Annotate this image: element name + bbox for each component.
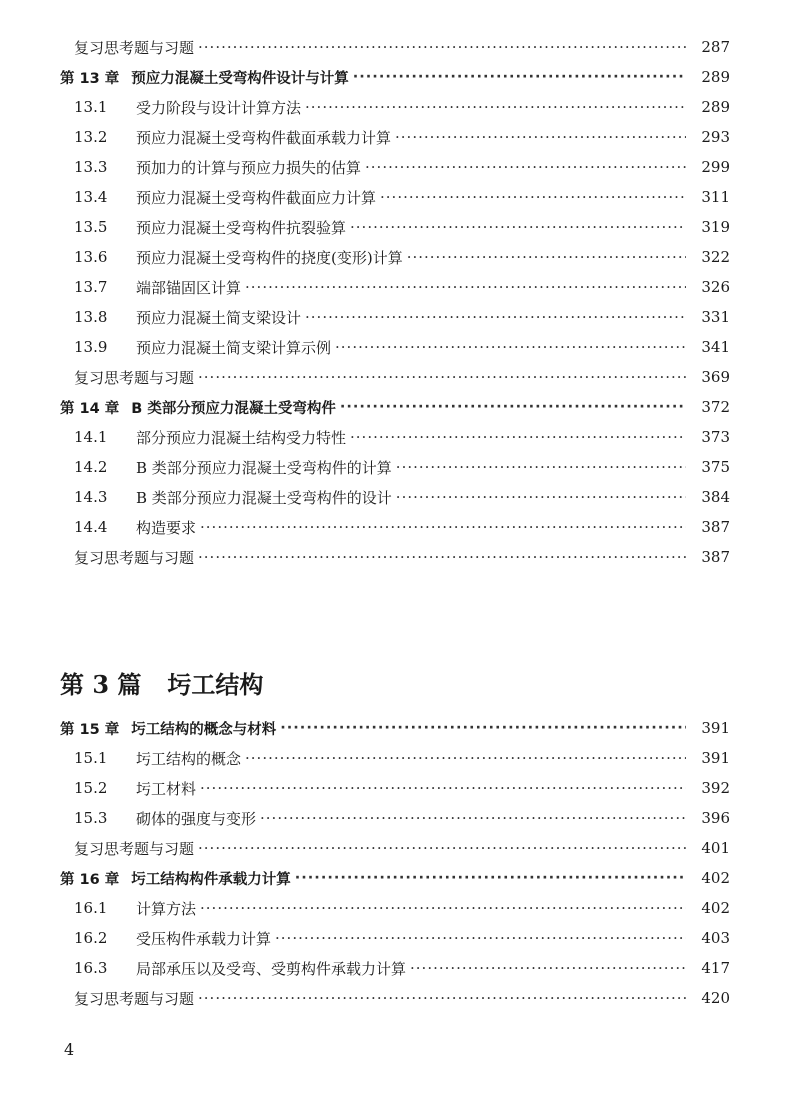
toc-entry-title: 预应力混凝土受弯构件截面应力计算 — [136, 188, 377, 207]
dot-leader — [396, 488, 686, 506]
dot-leader — [365, 158, 686, 176]
toc-entry-number: 16.1 — [74, 899, 108, 917]
toc-entry-number: 14.3 — [74, 488, 108, 506]
toc-entry-title: 预应力混凝土受弯构件截面承载力计算 — [136, 128, 392, 147]
dot-leader — [198, 368, 686, 386]
toc-entry-page: 372 — [701, 398, 730, 416]
dot-leader — [200, 779, 686, 797]
toc-entry-page: 401 — [701, 839, 730, 857]
part-number: 第 3 篇 — [60, 670, 142, 699]
toc-section-row[interactable] — [0, 773, 790, 803]
dot-leader — [245, 278, 686, 296]
toc-entry-number: 13.2 — [74, 128, 108, 146]
toc-entry-number: 13.5 — [74, 218, 108, 236]
toc-entry-number: 15.2 — [74, 779, 108, 797]
toc-entry-number: 13.1 — [74, 98, 108, 116]
toc-chapter-row[interactable] — [0, 713, 790, 743]
toc-entry-page: 387 — [701, 548, 730, 566]
toc-entry-number: 13.7 — [74, 278, 108, 296]
toc-entry-number: 13.4 — [74, 188, 108, 206]
toc-entry-page: 287 — [701, 38, 730, 56]
toc-entry-page: 391 — [701, 749, 730, 767]
toc-section-row[interactable] — [0, 923, 790, 953]
toc-entry-page: 396 — [701, 809, 730, 827]
dot-leader — [280, 720, 686, 736]
dot-leader — [305, 308, 686, 326]
dot-leader — [200, 899, 686, 917]
toc-entry-title: 圬工材料 — [136, 779, 197, 798]
toc-entry-title: 圬工结构构件承载力计算 — [131, 871, 291, 888]
toc-entry-page: 289 — [701, 98, 730, 116]
toc-entry-number: 第 13 章 — [60, 70, 120, 87]
toc-entry-number: 第 16 章 — [60, 871, 120, 888]
toc-section-row[interactable] — [0, 122, 790, 152]
toc-entry-number: 第 14 章 — [60, 400, 120, 417]
toc-entry-title: 局部承压以及受弯、受剪构件承载力计算 — [136, 959, 407, 978]
toc-section-row[interactable] — [0, 182, 790, 212]
toc-review-row[interactable] — [0, 833, 790, 863]
toc-entry-title: 圬工结构的概念与材料 — [131, 721, 277, 738]
toc-entry-page: 375 — [701, 458, 730, 476]
toc-entry-page: 341 — [701, 338, 730, 356]
toc-entry-title: 复习思考题与习题 — [74, 38, 195, 57]
toc-entry-title: B 类部分预应力混凝土受弯构件的计算 — [136, 458, 392, 477]
toc-entry-page: 331 — [701, 308, 730, 326]
toc-entry-page: 392 — [701, 779, 730, 797]
toc-section-row[interactable] — [0, 272, 790, 302]
toc-entry-page: 293 — [701, 128, 730, 146]
toc-entry-page: 387 — [701, 518, 730, 536]
toc-section-row[interactable] — [0, 893, 790, 923]
dot-leader — [395, 128, 686, 146]
toc-entry-number: 13.3 — [74, 158, 108, 176]
toc-entry-page: 391 — [701, 719, 730, 737]
toc-entry-page: 403 — [701, 929, 730, 947]
toc-section-row[interactable] — [0, 212, 790, 242]
toc-entry-page: 420 — [701, 989, 730, 1007]
toc-entry-number: 第 15 章 — [60, 721, 120, 738]
toc-entry-page: 369 — [701, 368, 730, 386]
toc-section-row[interactable] — [0, 332, 790, 362]
toc-entry-title: 复习思考题与习题 — [74, 548, 195, 567]
toc-section-row[interactable] — [0, 512, 790, 542]
toc-entry-title: 复习思考题与习题 — [74, 989, 195, 1008]
toc-section-row[interactable] — [0, 422, 790, 452]
toc-entry-title: 预应力混凝土受弯构件设计与计算 — [131, 70, 349, 87]
toc-chapter-row[interactable] — [0, 62, 790, 92]
dot-leader — [396, 458, 686, 476]
toc-entry-title: 预应力混凝土受弯构件抗裂验算 — [136, 218, 347, 237]
toc-section-row[interactable] — [0, 953, 790, 983]
toc-section-row[interactable] — [0, 452, 790, 482]
toc-review-row[interactable] — [0, 32, 790, 62]
dot-leader — [198, 38, 686, 56]
toc-entry-page: 299 — [701, 158, 730, 176]
toc-entry-title: 计算方法 — [136, 899, 197, 918]
toc-entry-number: 13.6 — [74, 248, 108, 266]
toc-entry-page: 326 — [701, 278, 730, 296]
toc-section-row[interactable] — [0, 482, 790, 512]
toc-entry-page: 417 — [701, 959, 730, 977]
toc-entry-number: 14.1 — [74, 428, 108, 446]
dot-leader — [200, 518, 686, 536]
toc-entry-title: 构造要求 — [136, 518, 197, 537]
dot-leader — [335, 338, 686, 356]
dot-leader — [350, 428, 686, 446]
toc-section-row[interactable] — [0, 743, 790, 773]
dot-leader — [198, 548, 686, 566]
toc-entry-title: 复习思考题与习题 — [74, 368, 195, 387]
toc-section-row[interactable] — [0, 242, 790, 272]
toc-entry-page: 322 — [701, 248, 730, 266]
toc-entry-number: 14.4 — [74, 518, 108, 536]
toc-entry-number: 15.3 — [74, 809, 108, 827]
toc-entry-number: 16.2 — [74, 929, 108, 947]
dot-leader — [305, 98, 686, 116]
toc-entry-title: 受力阶段与设计计算方法 — [136, 98, 302, 117]
page-number: 4 — [64, 1040, 75, 1059]
dot-leader — [260, 809, 686, 827]
toc-entry-page: 373 — [701, 428, 730, 446]
toc-entry-title: B 类部分预应力混凝土受弯构件的设计 — [136, 488, 392, 507]
toc-review-row[interactable] — [0, 362, 790, 392]
toc-review-row[interactable] — [0, 983, 790, 1013]
toc-entry-number: 16.3 — [74, 959, 108, 977]
toc-entry-page: 402 — [701, 899, 730, 917]
toc-chapter-row[interactable] — [0, 863, 790, 893]
toc-entry-title: 端部锚固区计算 — [136, 278, 242, 297]
dot-leader — [295, 870, 686, 886]
toc-entry-title: 砌体的强度与变形 — [136, 809, 257, 828]
dot-leader — [407, 248, 686, 266]
dot-leader — [350, 218, 686, 236]
toc-entry-title: 部分预应力混凝土结构受力特性 — [136, 428, 347, 447]
toc-entry-title: 预应力混凝土受弯构件的挠度(变形)计算 — [136, 248, 403, 267]
toc-entry-title: 复习思考题与习题 — [74, 839, 195, 858]
toc-entry-number: 15.1 — [74, 749, 108, 767]
toc-section-row[interactable] — [0, 803, 790, 833]
toc-review-row[interactable] — [0, 542, 790, 572]
toc-section-row[interactable] — [0, 152, 790, 182]
toc-entry-title: 预应力混凝土简支梁设计 — [136, 308, 302, 327]
dot-leader — [380, 188, 686, 206]
dot-leader — [275, 929, 686, 947]
toc-entry-number: 13.9 — [74, 338, 108, 356]
toc-entry-number: 13.8 — [74, 308, 108, 326]
toc-section-row[interactable] — [0, 92, 790, 122]
toc-chapter-row[interactable] — [0, 392, 790, 422]
toc-entry-title: 圬工结构的概念 — [136, 749, 242, 768]
toc-entry-page: 384 — [701, 488, 730, 506]
toc-entry-title: 预应力混凝土简支梁计算示例 — [136, 338, 332, 357]
dot-leader — [410, 959, 686, 977]
dot-leader — [198, 989, 686, 1007]
part-heading — [60, 665, 263, 700]
toc-entry-title: B 类部分预应力混凝土受弯构件 — [131, 400, 336, 417]
dot-leader — [198, 839, 686, 857]
toc-entry-number: 14.2 — [74, 458, 108, 476]
toc-entry-page: 319 — [701, 218, 730, 236]
toc-entry-page: 289 — [701, 68, 730, 86]
toc-entry-title: 受压构件承载力计算 — [136, 929, 272, 948]
dot-leader — [245, 749, 686, 767]
toc-section-row[interactable] — [0, 302, 790, 332]
toc-entry-title: 预加力的计算与预应力损失的估算 — [136, 158, 362, 177]
toc-entry-page: 402 — [701, 869, 730, 887]
part-title: 圬工结构 — [167, 670, 264, 699]
dot-leader — [353, 69, 686, 85]
dot-leader — [340, 399, 686, 415]
toc-entry-page: 311 — [701, 188, 730, 206]
